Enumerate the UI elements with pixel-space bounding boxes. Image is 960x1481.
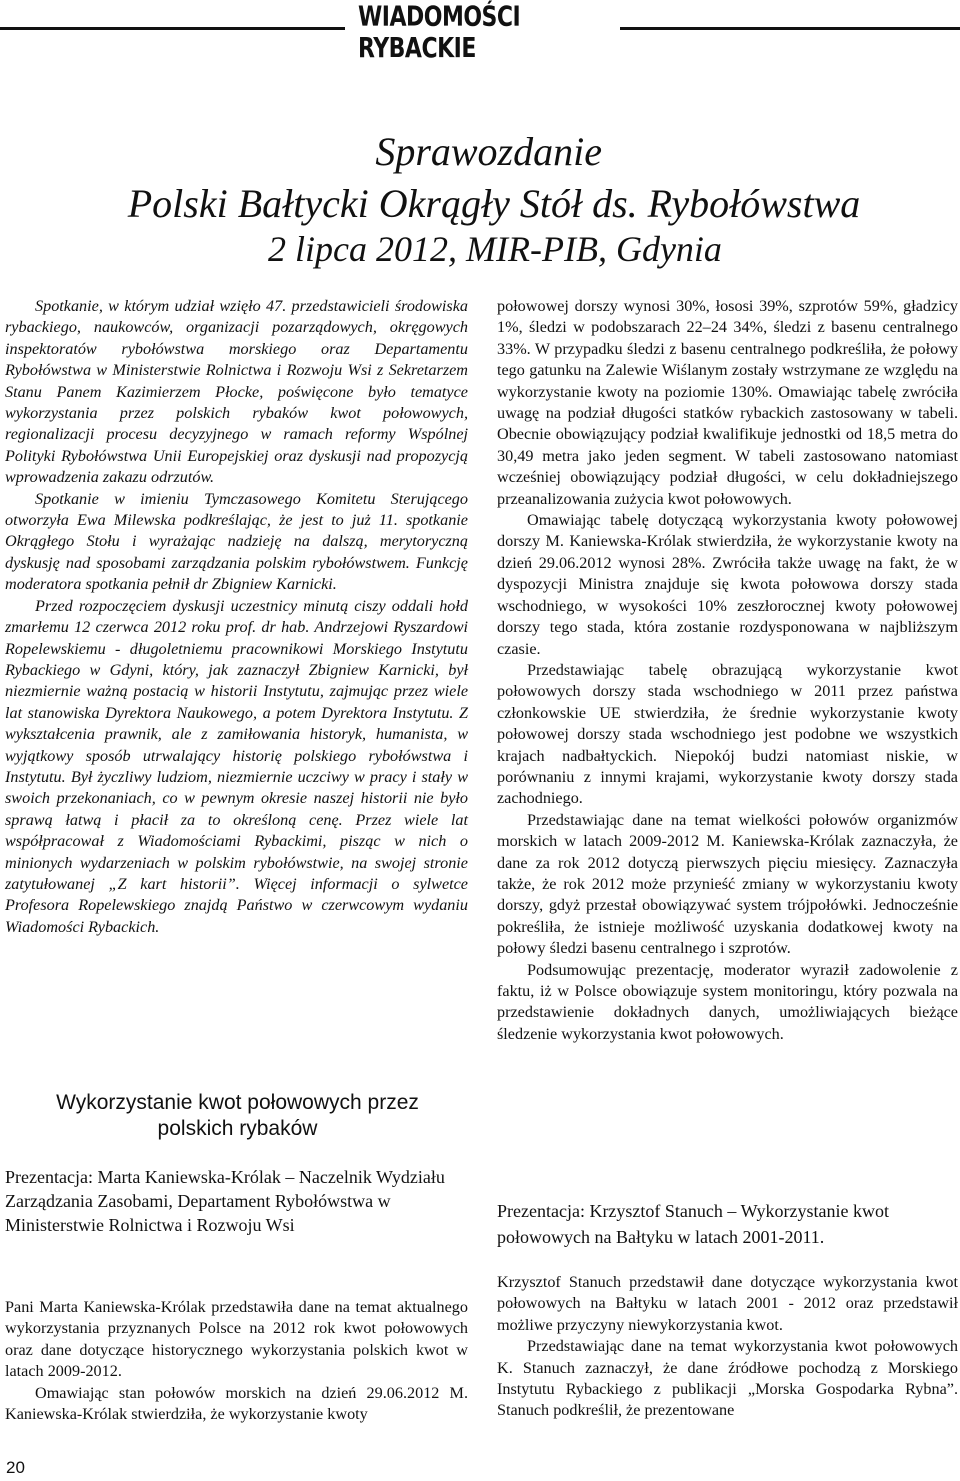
left-column-intro bbox=[5, 296, 468, 938]
logo-text: WIADOMOŚCI RYBACKIE bbox=[358, 1, 521, 65]
page-number: 20 bbox=[6, 1458, 25, 1477]
paragraph: Przed rozpoczęciem dyskusji uczestnicy minutą ciszy oddali hołd zmarłemu 12 czerwca 2012 roku prof. dr hab. Andrzejowi Ryszardowi Ropelewskiemu - długoletniemu pracownikowi Morskiego Instytutu Rybackiego w Gdyni, który, jak zaznaczył Zbigniew Karnicki, był niezmiernie ważną postacią w historii Instytutu, zajmując przez wiele lat stanowiska Dyrektora Naukowego, a potem Dyrektora Instytutu. Z wykształcenia prawnik, ale z zamiłowania historyk, humanista, w wyjątkowy sposób utrwalający historię polskiego rybołówstwa i Instytutu. Był życzliwy ludziom, niezmiernie uczciwy w pracy i stały w swoich przekonaniach, co w pewnym okresie naszej historii nie było sprawą łatwą i płacił za to określoną cenę. Przez wiele lat współpracował z Wiadomościami Rybackimi, pisząc w nich o minionych wydarzeniach w polskim rybołówstwie, na swojej stronie zatytułowanej „Z kart historii”. Więcej informacji o sylwetce Profesora Ropelewskiego znajdą Państwo w czerwcowym wydaniu Wiadomości Rybackich. bbox=[5, 596, 468, 936]
masthead-rule-right bbox=[620, 27, 960, 30]
presentation-credit: Prezentacja: Marta Kaniewska-Królak – Naczelnik Wydziału Zarządzania Zasobami, Departament Rybołówstwa w Ministerstwie Rolnictwa i Rozwoju Wsi bbox=[5, 1167, 445, 1235]
masthead bbox=[0, 0, 960, 65]
left-column-body bbox=[5, 1297, 468, 1425]
paragraph: Przedstawiając dane na temat wykorzystania kwot połowowych K. Stanuch zaznaczył, że dane źródłowe pochodzą z Morskiego Instytutu Rybackiego z publikacji „Morska Gospodarka Rybna”. Stanuch podkreślił, że prezentowane bbox=[497, 1337, 958, 1420]
paragraph: Spotkanie w imieniu Tymczasowego Komitetu Sterującego otworzyła Ewa Milewska podkreślając, że jest to już 11. spotkanie Okrągłego Stołu i wyrażając nadzieję na dalszą, merytoryczną dyskusję nad sposobami zarządzania polskim rybołówstwem. Funkcję moderatora spotkania pełnił dr Zbigniew Karnicki. bbox=[5, 489, 468, 594]
event-name: Polski Bałtycki Okrągły Stół ds. Rybołówstwa bbox=[127, 181, 861, 226]
paragraph: Krzysztof Stanuch przedstawił dane dotyczące wykorzystania kwot połowowych na Bałtyku w latach 2001 - 2012 oraz przedstawił możliwe przyczyny niewykorzystania kwot. bbox=[497, 1273, 958, 1334]
presentation-credit: Prezentacja: Krzysztof Stanuch – Wykorzystanie kwot połowowych na Bałtyku w latach 2001-2011. bbox=[497, 1201, 889, 1247]
right-column-body bbox=[497, 1272, 958, 1422]
report-title: Sprawozdanie bbox=[375, 129, 602, 174]
publication-logo bbox=[358, 1, 608, 65]
paragraph: połowowej dorszy wynosi 30%, łososi 39%, szprotów 59%, gładzicy 1%, śledzi w podobszarach 22–24 34%, śledzi z basenu centralnego 33%. W przypadku śledzi z basenu centralnego podkreśliła, że połowy tego gatunku na Zalewie Wiślanym zostały wstrzymane ze względu na wykorzystanie kwoty na poziomie 130%. Omawiając tabelę zwróciła uwagę na podział długości statków rybackich zastosowany w tabeli. Obecnie obowiązujący podział kwalifikuje jednostki od 18,5 metra do 30,49 metra jako jeden segment. W tabeli zastosowano natomiast wcześniej obowiązujący podział długości, w celu dokładniejszego przeanalizowania zużycia kwot połowowych. bbox=[497, 297, 958, 508]
paragraph: Pani Marta Kaniewska-Królak przedstawiła dane na temat aktualnego wykorzystania przyznanych Polsce na 2012 rok kwot połowowych oraz dane dotyczące historycznego wykorzystania polskich kwot w latach 2009-2012. bbox=[5, 1298, 468, 1381]
paragraph: Spotkanie, w którym udział wzięło 47. przedstawicieli środowiska rybackiego, naukowców, organizacji pozarządowych, okręgowych inspektoratów rybołówstwa morskiego oraz Departamentu Rybołówstwa w Ministerstwie Rolnictwa i Rozwoju Wsi z Sekretarzem Stanu Panem Kazimierzem Płocke, poświęcone było tematyce wykorzystania przez polskich rybaków kwot połowowych, regionalizacji procesu decyzyjnego w ramach reformy Wspólnej Polityki Rybołówstwa Unii Europejskiej oraz dyskusji nad propozycją wprowadzenia zakazu odrzutów. bbox=[5, 297, 468, 487]
paragraph: Przedstawiając dane na temat wielkości połowów organizmów morskich w latach 2009-2012 M. Kaniewska-Królak zaznaczyła, że dane za rok 2012 dotyczą pierwszych pięciu miesięcy. Zaznaczyła także, że rok 2012 może przynieść zmiany w wykorzystaniu kwoty dorszy, gdyż przestał obowiązywać system trójpołówki. Jednocześnie pokreśliła, że istnieje możliwość uzyskania dodatkowej kwoty na połowy śledzi basenu centralnego i szprotów. bbox=[497, 810, 958, 958]
section-heading: Wykorzystanie kwot połowowych przez polskich rybaków bbox=[56, 1091, 419, 1140]
event-date-place: 2 lipca 2012, MIR-PIB, Gdynia bbox=[268, 229, 722, 269]
paragraph: Przedstawiając tabelę obrazującą wykorzystanie kwot połowowych dorszy stada wschodniego w 2011 przez państwa członkowskie UE stwierdziła, że średnie wykorzystanie kwoty połowowej dorszy stada wschodniego jest podobne we wszystkich krajach nadbałtyckich. Niepokój budzi natomiast niskie, w porównaniu z innymi krajami, wykorzystanie kwoty dorszy stada zachodniego. bbox=[497, 660, 958, 808]
paragraph: Omawiając stan połowów morskich na dzień 29.06.2012 M. Kaniewska-Królak stwierdziła, że wykorzystanie kwoty bbox=[5, 1383, 468, 1424]
paragraph: Omawiając tabelę dotyczącą wykorzystania kwoty połowowej dorszy M. Kaniewska-Królak stwierdziła, że wykorzystanie kwoty na dzień 29.06.2012 wynosi 28%. Zwróciła także uwagę na fakt, że w dyspozycji Ministra znajduje się kwota połowowa dorszy stada wschodniego, w wysokości 10% zeszłorocznej kwoty połowowej dorszy tego stada, która zostanie rozdysponowana w najbliższym czasie. bbox=[497, 511, 958, 658]
right-column bbox=[497, 296, 958, 1045]
masthead-rule-left bbox=[0, 27, 345, 30]
paragraph: Podsumowując prezentację, moderator wyraził zadowolenie z faktu, iż w Polsce obowiązuje system monitoringu, który pozwala na przedstawienie dokładnych danych, umożliwiających bieżące śledzenie wykorzystania kwot połowowych. bbox=[497, 960, 958, 1043]
